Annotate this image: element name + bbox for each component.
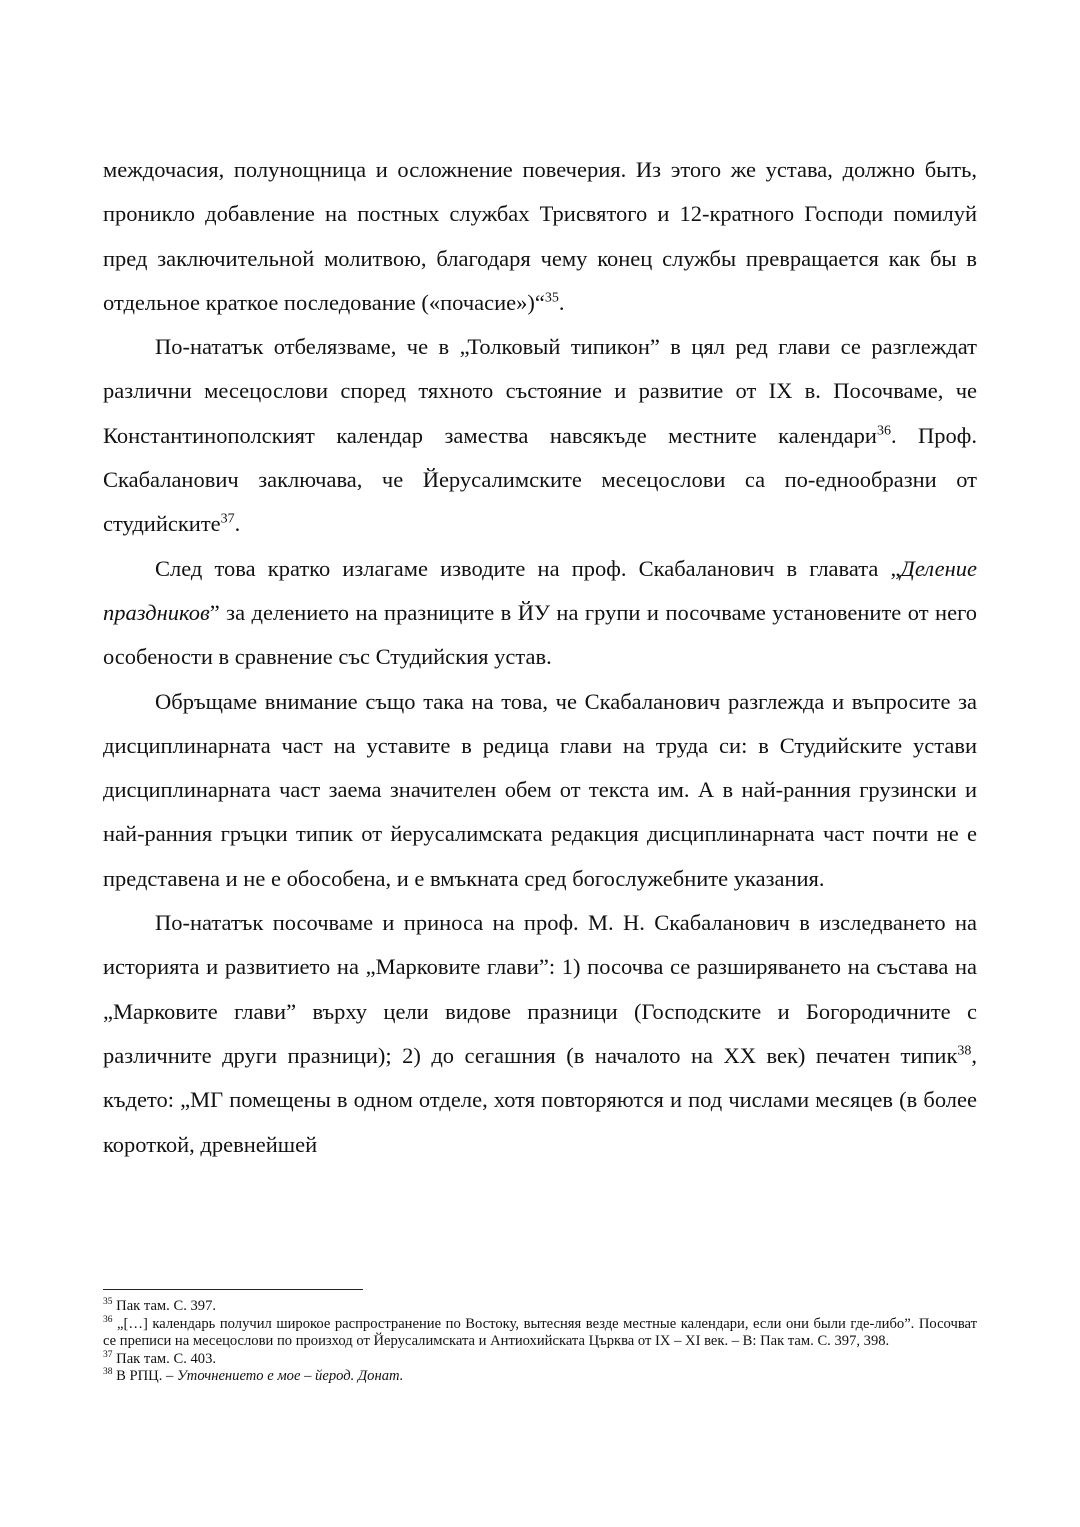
text-run: . xyxy=(234,511,241,537)
footnote-ref: 36 xyxy=(876,423,891,439)
paragraph xyxy=(103,547,977,680)
footnote xyxy=(103,1298,977,1316)
footnote xyxy=(103,1351,977,1369)
footnote-number: 35 xyxy=(103,1297,113,1308)
footnote xyxy=(103,1316,977,1351)
footnote-ref: 37 xyxy=(220,511,235,527)
footnote-ref: 35 xyxy=(544,290,559,306)
text-run: . Проф. Скабаланович заключава, че Йерусалимските месецослови са по-еднообразни от студийските xyxy=(103,422,978,537)
footnote-ref: 38 xyxy=(957,1043,972,1059)
text-run: Пак там. С. 403. xyxy=(112,1350,217,1367)
text-run: По-нататък посочваме и приноса на проф. М. Н. Скабаланович в изследването на историята и развитието на „Марковите глави”: 1) посочва се разширяването на състава на „Марковите глави” върху цели видове празници (Господските и Богородичните с различните други празници); 2) до сегашния (в началото на ХХ век) печатен типик xyxy=(103,910,977,1068)
footnotes xyxy=(103,1298,977,1386)
paragraph xyxy=(103,680,977,901)
paragraph xyxy=(103,901,977,1167)
footnote-number: 37 xyxy=(103,1349,113,1360)
footnote-number: 38 xyxy=(103,1367,113,1378)
footnote xyxy=(103,1368,977,1386)
paragraph xyxy=(103,325,977,546)
footnote-separator xyxy=(103,1289,363,1290)
text-run: , където: „МГ помещены в одном отделе, хотя повторяются и под числами месяцев (в более короткой, древнейшей xyxy=(103,1042,977,1157)
main-text xyxy=(103,148,977,1167)
italic-text: Уточнението е мое – йерод. Донат. xyxy=(176,1368,404,1385)
footnote-number: 36 xyxy=(103,1314,113,1325)
text-run: След това кратко излагаме изводите на проф. Скабаланович в главата „ xyxy=(155,555,901,581)
text-run: ” за делението на празниците в ЙУ на групи и посочваме установените от него особености в сравнение със Студийския устав. xyxy=(103,599,977,670)
text-run: В РПЦ. – xyxy=(112,1368,177,1385)
paragraph xyxy=(103,148,977,325)
text-run: По-нататък отбелязваме, че в „Толковый типикон” в цял ред глави се разглеждат различни месецослови според тяхното състояние и развитие от IX в. Посочваме, че Константинополският календар замества навсякъде местните календари xyxy=(103,334,977,448)
text-run: . xyxy=(558,289,565,315)
text-run: „[…] календарь получил широкое распространение по Востоку, вытесняя везде местные календари, если они были где-либо”. Посочват се преписи на месецослови по произход от Йерусалимската и Антиохийската Църква от IX – XI век. – В: Пак там. С. 397, 398. xyxy=(103,1315,977,1350)
text-run: Пак там. С. 397. xyxy=(112,1298,217,1314)
italic-text: Деление праздников xyxy=(103,555,977,625)
text-run: междочасия, полунощница и осложнение повечерия. Из этого же устава, должно быть, проникло добавление на постных службах Трисвятого и 12-кратного Господи помилуй пред заключительной молитвою, благодаря чему конец службы превращается как бы в отдельное краткое последование («почасие»)“ xyxy=(103,157,977,315)
text-run: Обръщаме внимание също така на това, че Скабаланович разглежда и въпросите за дисциплинарната част на уставите в редица глави на труда си: в Студийските устави дисциплинарната част заема значителен обем от текста им. А в най-ранния грузински и най-ранния гръцки типик от йерусалимската редакция дисциплинарната част почти не е представена и не е обособена, и е вмъкната сред богослужебните указания. xyxy=(103,688,977,891)
